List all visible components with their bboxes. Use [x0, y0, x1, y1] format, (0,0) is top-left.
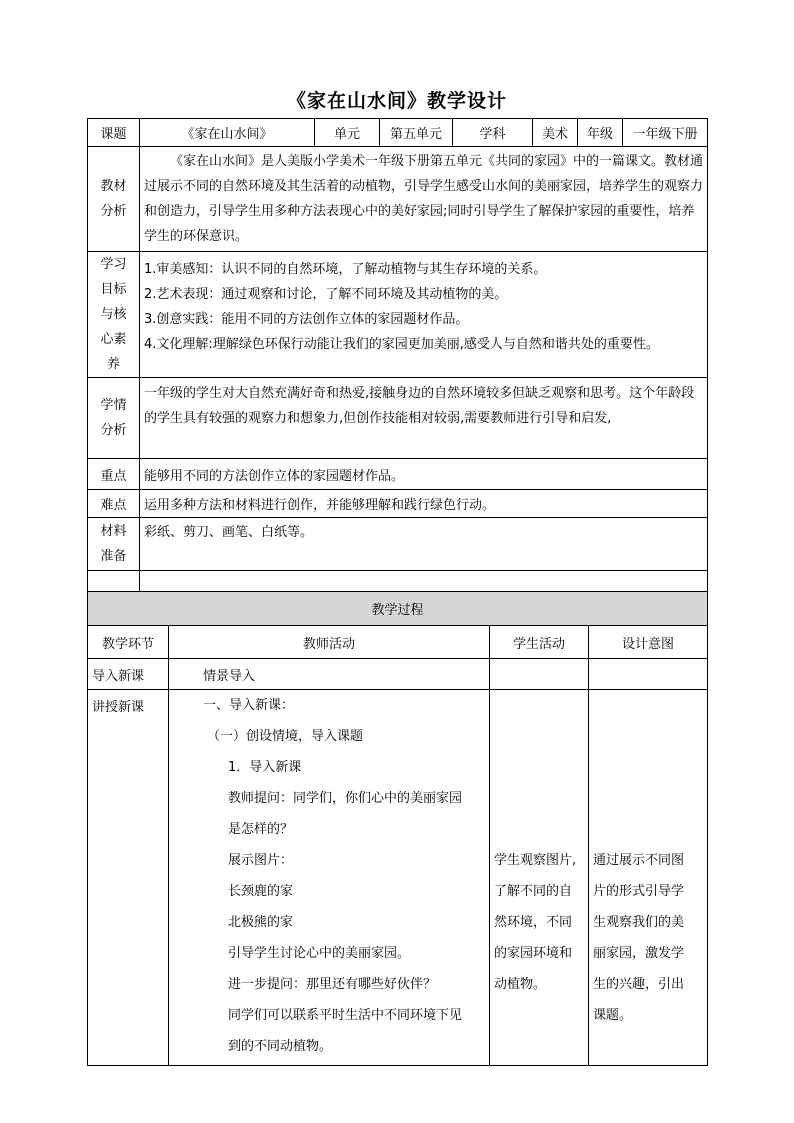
topic-label: 课题	[88, 119, 140, 147]
col-stage: 教学环节	[88, 626, 169, 659]
teacher-line: 是怎样的？	[228, 822, 294, 837]
grade-label: 年级	[578, 119, 623, 147]
label-line: 学习	[100, 257, 127, 272]
intro-student	[490, 659, 589, 690]
key-point-row	[88, 459, 708, 490]
student-line: 的家园环境和	[494, 946, 573, 961]
lecture-student	[490, 690, 589, 1066]
label-line: 学情	[100, 398, 127, 413]
intent-line: 生观察我们的美	[593, 915, 685, 930]
lecture-intent	[589, 690, 708, 1066]
teacher-line: 1．导入新课	[228, 760, 302, 775]
label-line: 心素	[100, 332, 127, 347]
material-analysis-label	[88, 147, 140, 252]
materials-label	[88, 518, 140, 571]
label-line: 目标	[100, 282, 127, 297]
lecture-teacher	[169, 690, 490, 1066]
process-columns-row	[88, 626, 708, 659]
topic-value: 《家在山水间》	[140, 119, 315, 147]
teacher-line: 到的不同动植物。	[228, 1039, 333, 1054]
teacher-line: 长颈鹿的家	[228, 884, 294, 899]
materials-text: 彩纸、剪刀、画笔、白纸等。	[140, 518, 708, 571]
student-line: 学生观察图片,	[494, 853, 577, 868]
intro-stage: 导入新课	[88, 659, 169, 690]
header-row	[88, 119, 708, 147]
teacher-line: 同学们可以联系平时生活中不同环境下见	[228, 1008, 463, 1023]
lecture-stage: 讲授新课	[88, 690, 169, 1066]
materials-row	[88, 518, 708, 571]
label-line: 准备	[100, 549, 127, 564]
goal-item: 3.创意实践：能用不同的方法创作立体的家园题材作品。	[144, 312, 469, 327]
teacher-line: 北极熊的家	[228, 915, 294, 930]
intro-row	[88, 659, 708, 690]
subject-label: 学科	[453, 119, 533, 147]
lecture-row	[88, 690, 708, 1066]
learner-analysis-text: 一年级的学生对大自然充满好奇和热爱,接触身边的自然环境较多但缺乏观察和思考。这个年龄段的学生具有较强的观察力和想象力,但创作技能相对较弱,需要教师进行引导和启发,	[140, 378, 708, 459]
intro-teacher: 情景导入	[169, 659, 490, 690]
difficulty-row	[88, 490, 708, 518]
teacher-line: 教师提问：同学们，你们心中的美丽家园	[228, 791, 463, 806]
teacher-line: 展示图片：	[228, 853, 294, 868]
col-student: 学生活动	[490, 626, 589, 659]
intent-line: 生的兴趣，引出	[593, 977, 685, 992]
subject-value: 美术	[533, 119, 578, 147]
teacher-line: （一）创设情境，导入课题	[207, 729, 364, 744]
student-line: 然环境，不同	[494, 915, 573, 930]
student-line: 动植物。	[494, 977, 547, 992]
process-heading-row	[88, 592, 708, 626]
goal-item: 1.审美感知：认识不同的自然环境，了解动植物与其生存环境的关系。	[144, 262, 547, 277]
goal-item: 2.艺术表现：通过观察和讨论，了解不同环境及其动植物的美。	[144, 287, 508, 302]
goal-item: 4.文化理解:理解绿色环保行动能让我们的家园更加美丽,感受人与自然和谐共处的重要性。	[144, 337, 659, 352]
label-line: 教材	[100, 179, 127, 194]
student-line: 了解不同的自	[494, 884, 573, 899]
label-line: 分析	[100, 204, 127, 219]
key-point-label: 重点	[88, 459, 140, 490]
learner-analysis-row	[88, 378, 708, 459]
process-heading: 教学过程	[88, 592, 708, 626]
learner-analysis-label	[88, 378, 140, 459]
difficulty-label: 难点	[88, 490, 140, 518]
label-line: 与核	[100, 307, 127, 322]
grade-value: 一年级下册	[623, 119, 708, 147]
intent-line: 通过展示不同图	[593, 853, 685, 868]
intro-intent	[589, 659, 708, 690]
learning-goals-list	[140, 252, 708, 378]
intent-line: 课题。	[593, 1008, 633, 1023]
learning-goals-label	[88, 252, 140, 378]
unit-label: 单元	[315, 119, 380, 147]
lesson-info-table	[87, 118, 708, 595]
label-line: 养	[106, 357, 120, 372]
intent-line: 片的形式引导学	[593, 884, 685, 899]
col-intent: 设计意图	[589, 626, 708, 659]
difficulty-text: 运用多种方法和材料进行创作，并能够理解和践行绿色行动。	[140, 490, 708, 518]
col-teacher: 教师活动	[169, 626, 490, 659]
label-line: 分析	[100, 423, 127, 438]
teacher-line: 进一步提问：那里还有哪些好伙伴？	[228, 977, 437, 992]
key-point-text: 能够用不同的方法创作立体的家园题材作品。	[140, 459, 708, 490]
document-title: 《家在山水间》教学设计	[286, 90, 507, 112]
learning-goals-row	[88, 252, 708, 378]
material-analysis-text: 《家在山水间》是人美版小学美术一年级下册第五单元《共同的家园》中的一篇课文。教材通过展示不同的自然环境及其生活着的动植物，引导学生感受山水间的美丽家园，培养学生的观察力和创造力，引导学生用多种方法表现心中的美好家园;同时引导学生了解保护家园的重要性，培养学生的环保意识。	[140, 147, 708, 252]
label-line: 材料	[100, 524, 127, 539]
material-analysis-row	[88, 147, 708, 252]
unit-value: 第五单元	[380, 119, 453, 147]
teacher-line: 一、导入新课：	[203, 698, 295, 713]
teaching-process-table	[87, 591, 708, 1066]
intent-line: 丽家园，激发学	[593, 946, 685, 961]
teacher-line: 引导学生讨论心中的美丽家园。	[228, 946, 411, 961]
